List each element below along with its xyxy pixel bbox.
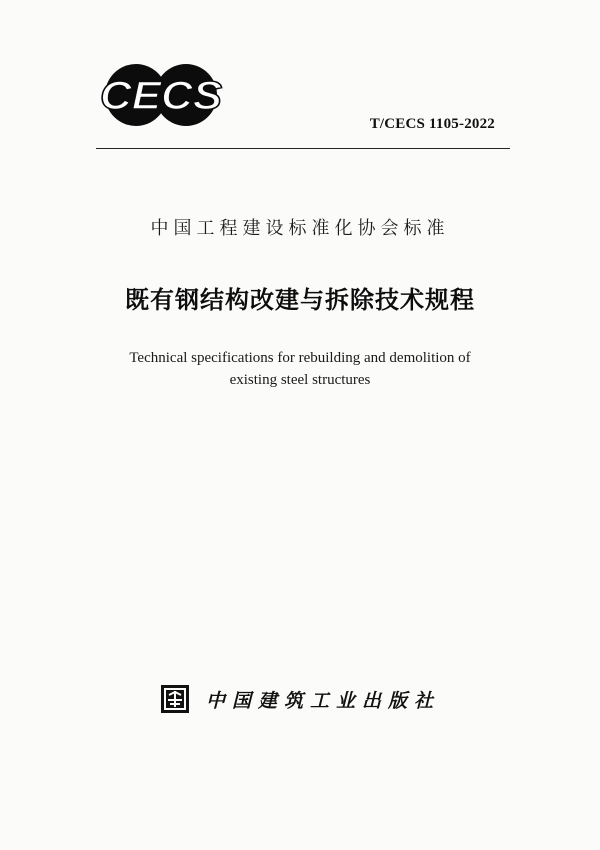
- cecs-logo-icon: [96, 62, 226, 128]
- title-chinese: 既有钢结构改建与拆除技术规程: [125, 286, 475, 314]
- title-english-line-2: existing steel structures: [229, 372, 371, 388]
- header-divider: [96, 148, 510, 149]
- title-english-line-1: Technical specifications for rebuilding and demolition of: [129, 350, 471, 366]
- publisher-name: 中国建筑工业出版社: [205, 689, 440, 712]
- standard-code: T/CECS 1105-2022: [369, 116, 495, 132]
- publisher-logo-icon: [160, 684, 190, 714]
- publisher-block: [0, 684, 600, 714]
- cecs-logo-text: CECS: [100, 74, 223, 118]
- association-label: 中国工程建设标准化协会标准: [150, 218, 450, 239]
- title-english: [0, 347, 600, 391]
